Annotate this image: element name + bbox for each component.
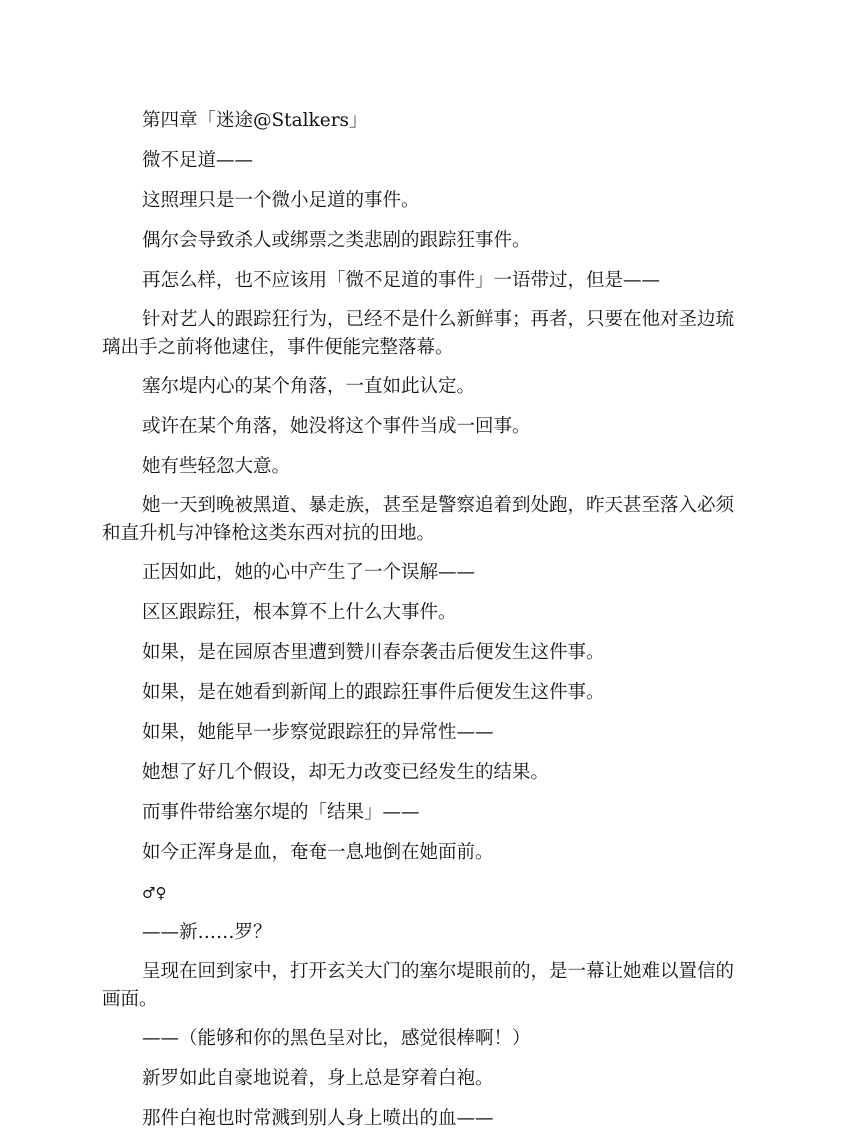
paragraph: 她有些轻忽大意。 xyxy=(142,456,291,477)
paragraph: 新罗如此自豪地说着，身上总是穿着白袍。 xyxy=(142,1068,494,1089)
paragraph: 偶尔会导致杀人或绑票之类悲剧的跟踪狂事件。 xyxy=(142,230,531,251)
paragraph: ——新……罗？ xyxy=(142,922,272,943)
paragraph: 那件白袍也时常溅到别人身上喷出的血—— xyxy=(142,1108,494,1129)
document-body xyxy=(102,106,750,1144)
paragraph: 如今正浑身是血，奄奄一息地倒在她面前。 xyxy=(142,842,494,863)
paragraph: 正因如此，她的心中产生了一个误解—— xyxy=(142,562,476,583)
paragraph: 针对艺人的跟踪狂行为，已经不是什么新鲜事；再者，只要在他对圣边琉璃出手之前将他逮住，事件便能完整落幕。 xyxy=(102,309,735,358)
paragraph: 而事件带给塞尔堤的「结果」—— xyxy=(142,802,420,823)
paragraph: 区区跟踪狂，根本算不上什么大事件。 xyxy=(142,602,457,623)
paragraph: 或许在某个角落，她没将这个事件当成一回事。 xyxy=(142,416,531,437)
paragraph: 这照理只是一个微小足道的事件。 xyxy=(142,190,420,211)
paragraph: 微不足道—— xyxy=(142,150,254,171)
paragraph: ——（能够和你的黑色呈对比，感觉很棒啊！） xyxy=(142,1028,531,1049)
chapter-title: 第四章「迷途@Stalkers」 xyxy=(142,110,368,131)
paragraph: 如果，是在园原杏里遭到赞川春奈袭击后便发生这件事。 xyxy=(142,642,605,663)
paragraph: 她一天到晚被黑道、暴走族，甚至是警察追着到处跑，昨天甚至落入必须和直升机与冲锋枪这类东西对抗的田地。 xyxy=(102,495,735,544)
paragraph: 呈现在回到家中，打开玄关大门的塞尔堤眼前的，是一幕让她难以置信的画面。 xyxy=(102,961,735,1010)
paragraph: 她想了好几个假设，却无力改变已经发生的结果。 xyxy=(142,762,550,783)
paragraph: 如果，是在她看到新闻上的跟踪狂事件后便发生这件事。 xyxy=(142,682,605,703)
section-break-symbols: ♂♀ xyxy=(142,884,167,902)
paragraph: 如果，她能早一步察觉跟踪狂的异常性—— xyxy=(142,722,494,743)
paragraph: 塞尔堤内心的某个角落，一直如此认定。 xyxy=(142,376,476,397)
paragraph: 再怎么样，也不应该用「微不足道的事件」一语带过，但是—— xyxy=(142,270,661,291)
